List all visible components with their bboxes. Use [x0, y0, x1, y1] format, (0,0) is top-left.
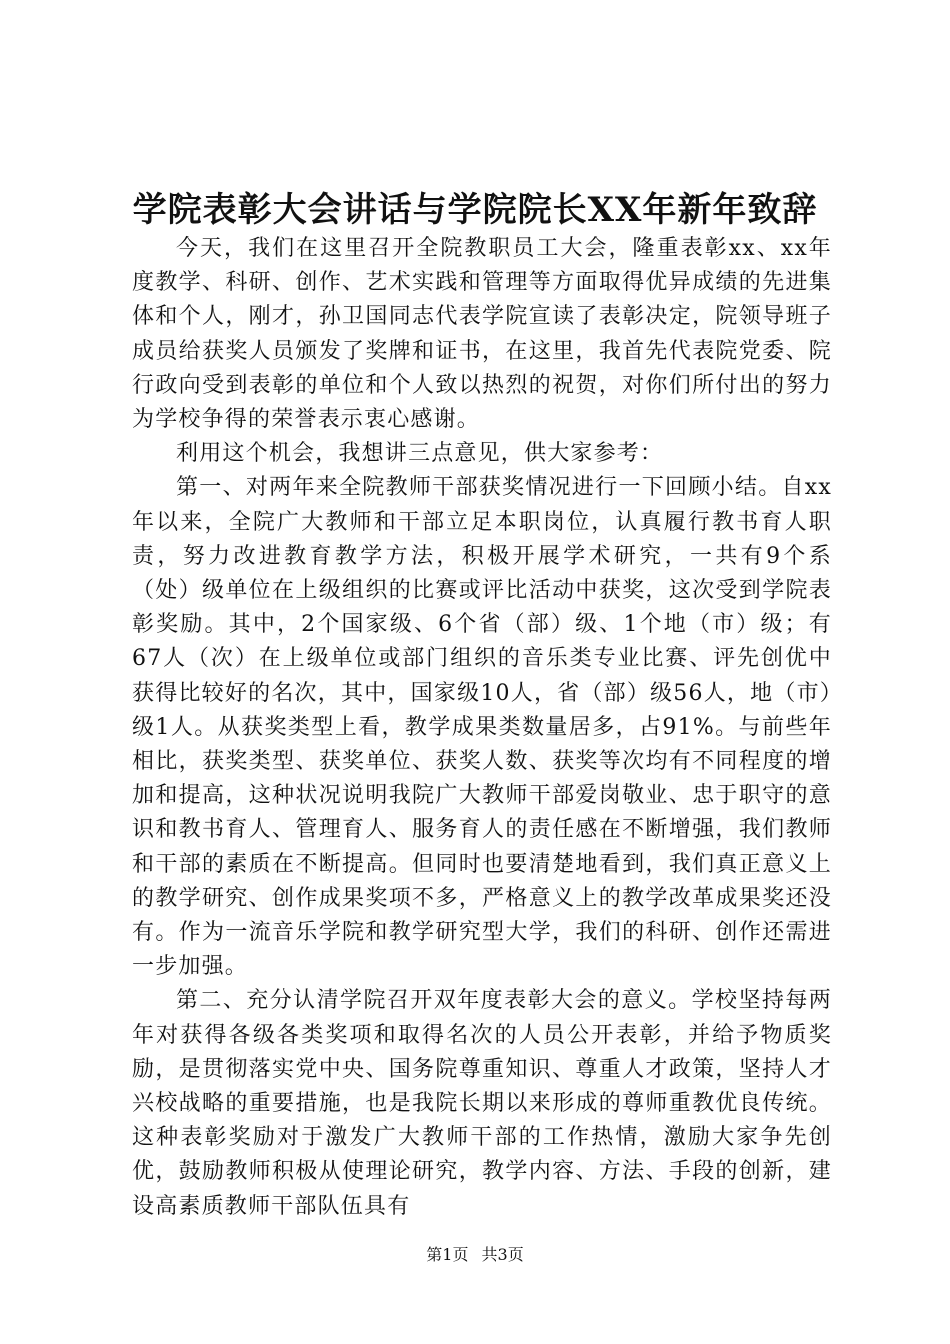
paragraph-first-point: 第一、对两年来全院教师干部获奖情况进行一下回顾小结。自xx年以来，全院广大教师和干部立足本职岗位，认真履行教书育人职责，努力改进教育教学方法，积极开展学术研究，一共有9个系（处）级单位在上级组织的比赛或评比活动中获奖，这次受到学院表彰奖励。其中，2个国家级、6个省（部）级、1个地（市）级；有67人（次）在上级单位或部门组织的音乐类专业比赛、评先创优中获得比较好的名次，其中，国家级10人，省（部）级56人，地（市）级1人。从获奖类型上看，教学成果类数量居多，占91%。与前些年相比，获奖类型、获奖单位、获奖人数、获奖等次均有不同程度的增加和提高，这种状况说明我院广大教师干部爱岗敬业、忠于职守的意识和教书育人、管理育人、服务育人的责任感在不断增强，我们教师和干部的素质在不断提高。但同时也要清楚地看到，我们真正意义上的教学研究、创作成果奖项不多，严格意义上的教学改革成果奖还没有。作为一流音乐学院和教学研究型大学，我们的科研、创作还需进一步加强。: [132, 475, 832, 980]
document-body: [132, 232, 832, 1224]
page-footer: [0, 1244, 950, 1266]
paragraph-second-point: 第二、充分认清学院召开双年度表彰大会的意义。学校坚持每两年对获得各级各类奖项和取得名次的人员公开表彰，并给予物质奖励，是贯彻落实党中央、国务院尊重知识、尊重人才政策，坚持人才兴校战略的重要措施，也是我院长期以来形成的尊师重教优良传统。这种表彰奖励对于激发广大教师干部的工作热情，激励大家争先创优，鼓励教师积极从使理论研究，教学内容、方法、手段的创新，建设高素质教师干部队伍具有: [132, 988, 832, 1219]
document-title: 学院表彰大会讲话与学院院长XX年新年致辞: [132, 190, 818, 230]
page-number: 第1页: [426, 1245, 469, 1264]
paragraph-opening: 今天，我们在这里召开全院教职员工大会，隆重表彰xx、xx年度教学、科研、创作、艺术实践和管理等方面取得优异成绩的先进集体和个人，刚才，孙卫国同志代表学院宣读了表彰决定，院领导班子成员给获奖人员颁发了奖牌和证书，在这里，我首先代表院党委、院行政向受到表彰的单位和个人致以热烈的祝贺，对你们所付出的努力为学校争得的荣誉表示衷心感谢。: [132, 236, 832, 433]
paragraph-intro: 利用这个机会，我想讲三点意见，供大家参考：: [176, 441, 664, 467]
page-total: 共3页: [481, 1245, 524, 1264]
